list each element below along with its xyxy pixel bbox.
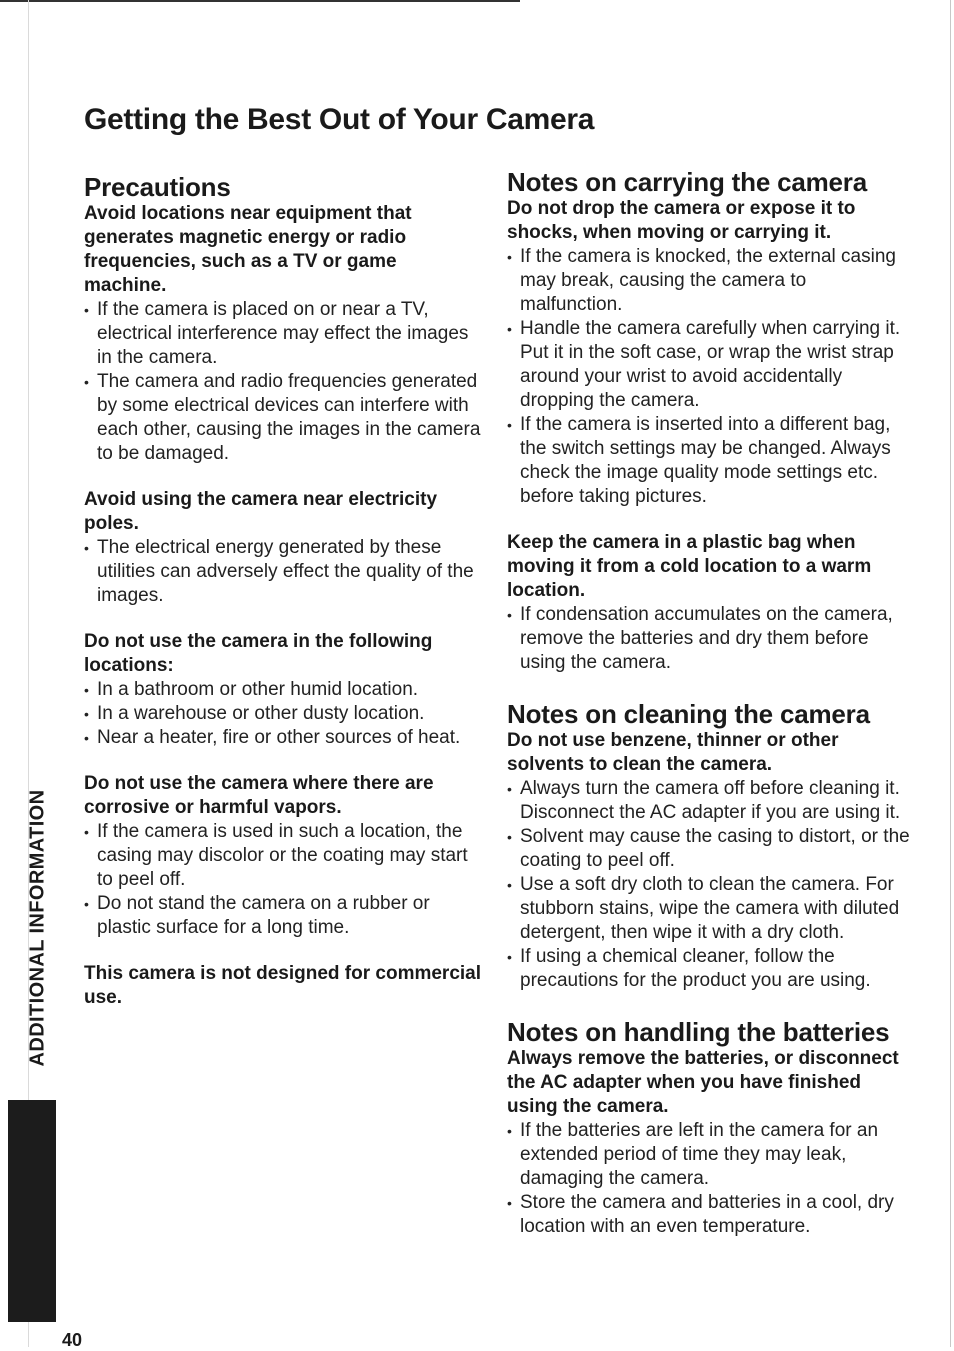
- group-lead: Always remove the batteries, or disconnect the AC adapter when you have finished using the camera.: [507, 1048, 899, 1117]
- right-margin-rule: [950, 0, 951, 1347]
- side-section-label: ADDITIONAL INFORMATION: [26, 789, 49, 1067]
- left-column: [84, 172, 484, 1010]
- bullet-item: • Store the camera and batteries in a cool, dry location with an even temperature.: [507, 1191, 912, 1239]
- section-title-precautions: Precautions: [84, 172, 231, 202]
- bullet-item: • In a bathroom or other humid location.: [84, 678, 484, 702]
- precaution-group: [84, 962, 484, 1010]
- precaution-group: [84, 202, 484, 466]
- bullet-item: • Always turn the camera off before cleaning it. Disconnect the AC adapter if you are using it.: [507, 777, 912, 825]
- section-title: Notes on carrying the camera: [507, 167, 867, 197]
- precautions-groups: [84, 202, 484, 1010]
- bullet-item: • If the camera is knocked, the external casing may break, causing the camera to malfunction.: [507, 245, 912, 317]
- side-tab-marker: [8, 1100, 56, 1322]
- section-spacer: [507, 675, 912, 699]
- group-lead: Avoid locations near equipment that generates magnetic energy or radio frequencies, such as a TV or game machine.: [84, 203, 412, 296]
- section-spacer: [507, 993, 912, 1017]
- group-lead: Do not use the camera where there are corrosive or harmful vapors.: [84, 773, 434, 818]
- precaution-group: [507, 729, 912, 993]
- group-spacer: [84, 466, 484, 488]
- precaution-group: [84, 772, 484, 940]
- group-lead: Do not use benzene, thinner or other solvents to clean the camera.: [507, 730, 839, 775]
- notes-section: [507, 699, 912, 993]
- group-lead: Do not drop the camera or expose it to shocks, when moving or carrying it.: [507, 198, 856, 243]
- page-number: 40: [62, 1330, 83, 1350]
- bullet-item: • Handle the camera carefully when carrying it. Put it in the soft case, or wrap the wrist strap around your wrist to avoid accidentally dropping the camera.: [507, 317, 912, 413]
- bullet-item: • If the camera is placed on or near a TV, electrical interference may effect the images in the camera.: [84, 298, 484, 370]
- bullet-item: • Near a heater, fire or other sources of heat.: [84, 726, 484, 750]
- group-spacer: [84, 750, 484, 772]
- bullet-item: • Solvent may cause the casing to distort, or the coating to peel off.: [507, 825, 912, 873]
- bullet-item: • The electrical energy generated by these utilities can adversely effect the quality of the images.: [84, 536, 484, 608]
- bullet-list: [507, 245, 912, 509]
- precaution-group: [507, 1047, 912, 1239]
- bullet-list: [84, 678, 484, 750]
- bullet-item: • If the camera is used in such a location, the casing may discolor or the coating may start to peel off.: [84, 820, 484, 892]
- bullet-item: • If using a chemical cleaner, follow the precautions for the product you are using.: [507, 945, 912, 993]
- bullet-item: • Use a soft dry cloth to clean the camera. For stubborn stains, wipe the camera with diluted detergent, then wipe it with a dry cloth.: [507, 873, 912, 945]
- section-title: Notes on handling the batteries: [507, 1017, 890, 1047]
- bullet-item: • The camera and radio frequencies generated by some electrical devices can interfere with each other, causing the images in the camera to be damaged.: [84, 370, 484, 466]
- precaution-group: [84, 488, 484, 608]
- precaution-group: [84, 630, 484, 750]
- bullet-list: [507, 777, 912, 993]
- bullet-list: [507, 603, 912, 675]
- group-lead: Keep the camera in a plastic bag when moving it from a cold location to a warm location.: [507, 532, 872, 601]
- group-lead: This camera is not designed for commercial use.: [84, 963, 482, 1008]
- bullet-list: [507, 1119, 912, 1239]
- bullet-item: • If the batteries are left in the camera for an extended period of time they may leak, damaging the camera.: [507, 1119, 912, 1191]
- page-title: Getting the Best Out of Your Camera: [84, 103, 595, 136]
- bullet-list: [84, 820, 484, 940]
- precaution-group: [507, 197, 912, 509]
- group-spacer: [507, 509, 912, 531]
- group-spacer: [84, 608, 484, 630]
- notes-section: [507, 167, 912, 675]
- top-rule: [0, 0, 520, 2]
- notes-section: [507, 1017, 912, 1239]
- bullet-item: • If the camera is inserted into a different bag, the switch settings may be changed. Always check the image quality mode settings etc. before taking pictures.: [507, 413, 912, 509]
- bullet-list: [84, 298, 484, 466]
- group-lead: Do not use the camera in the following locations:: [84, 631, 433, 676]
- group-spacer: [84, 940, 484, 962]
- bullet-item: • If condensation accumulates on the camera, remove the batteries and dry them before using the camera.: [507, 603, 912, 675]
- bullet-list: [84, 536, 484, 608]
- precaution-group: [507, 531, 912, 675]
- group-lead: Avoid using the camera near electricity poles.: [84, 489, 438, 534]
- bullet-item: • Do not stand the camera on a rubber or plastic surface for a long time.: [84, 892, 484, 940]
- section-title: Notes on cleaning the camera: [507, 699, 870, 729]
- bullet-item: • In a warehouse or other dusty location.: [84, 702, 484, 726]
- right-column: [507, 167, 912, 1239]
